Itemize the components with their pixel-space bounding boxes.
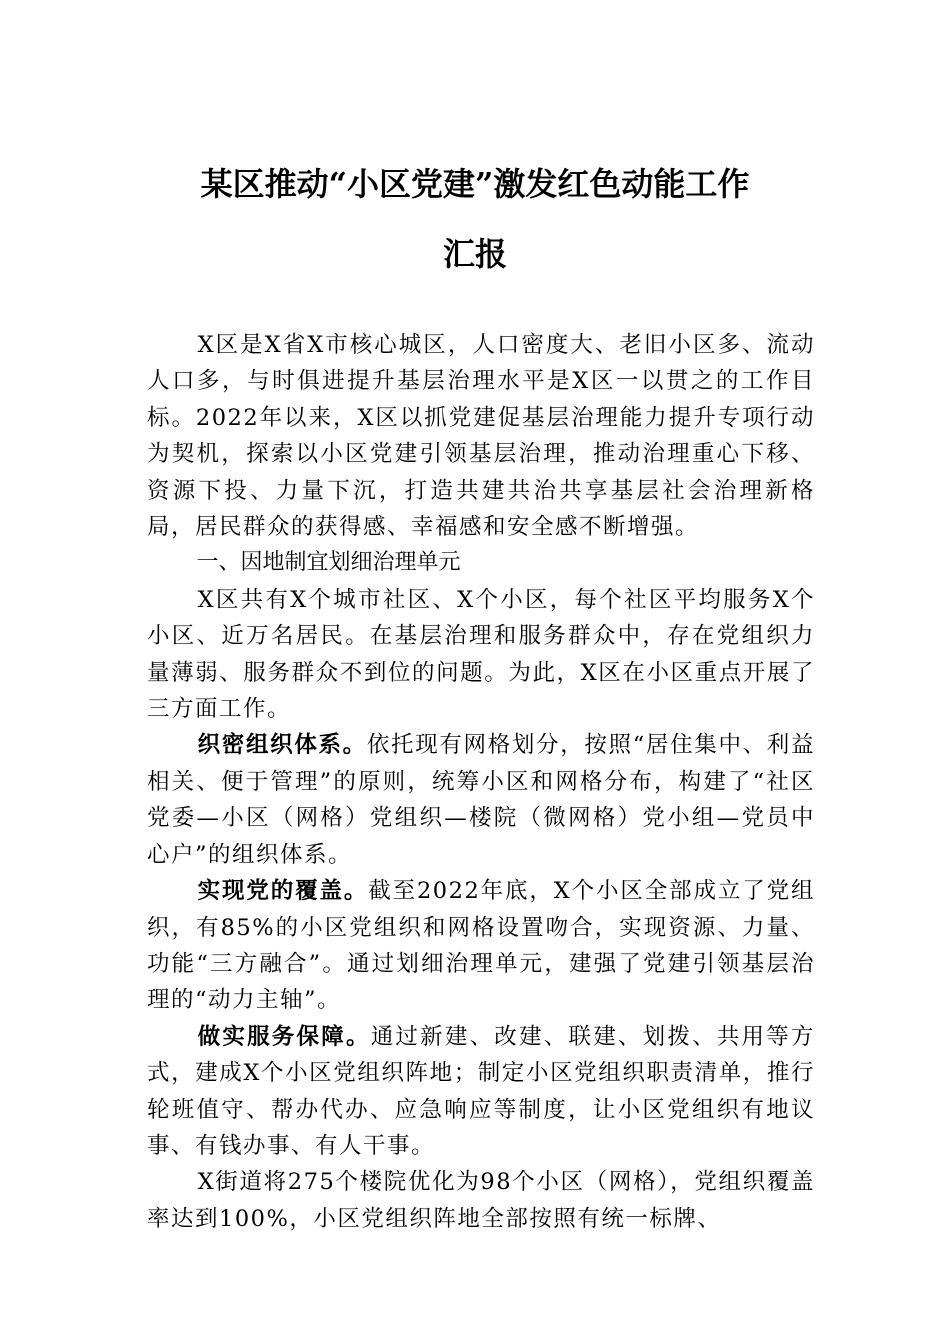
- item-lead-service: 做实服务保障。: [197, 1023, 371, 1050]
- item-text-service: 通过新建、改建、联建、划拨、共用等方式，建成X个小区党组织阵地；制定小区党组织职责清单，推行轮班值守、帮办代办、应急响应等制度，让小区党组织有地议事、有钱办事、有人干事。: [147, 1023, 815, 1159]
- document-title-line1: 某区推动“小区党建”激发红色动能工作: [200, 165, 750, 203]
- item-text-coverage: 截至2022年底，X个小区全部成立了党组织，有85%的小区党组织和网格设置吻合，实现资源、力量、功能“三方融合”。通过划细治理单元，建强了党建引领基层治理的“动力主轴”。: [147, 878, 815, 1014]
- item-lead-coverage: 实现党的覆盖。: [197, 878, 369, 905]
- item-lead-organization: 织密组织体系。: [197, 732, 367, 759]
- item-paragraph-service: [147, 1019, 815, 1165]
- section-paragraph: X区共有X个城市社区、X个小区，每个社区平均服务X个小区、近万名居民。在基层治理和服务群众中，存在党组织力量薄弱、服务群众不到位的问题。为此，X区在小区重点开展了三方面工作。: [147, 586, 815, 723]
- intro-paragraph: X区是X省X市核心城区，人口密度大、老旧小区多、流动人口多，与时俱进提升基层治理水平是X区一以贯之的工作目标。2022年以来，X区以抓党建促基层治理能力提升专项行动为契机，探索以小区党建引领基层治理，推动治理重心下移、资源下投、力量下沉，打造共建共治共享基层社会治理新格局，居民群众的获得感、幸福感和安全感不断增强。: [147, 332, 815, 541]
- item-paragraph-organization: [147, 727, 815, 873]
- section-heading: 一、因地制宜划细治理单元: [196, 550, 461, 576]
- document-body: [147, 327, 815, 1237]
- item-text-organization: 依托现有网格划分，按照“居住集中、利益相关、便于管理”的原则，统筹小区和网格分布，构建了“社区党委—小区（网格）党组织—楼院（微网格）党小组—党员中心户”的组织体系。: [147, 732, 815, 868]
- document-title-line2: 汇报: [442, 235, 507, 273]
- example-paragraph: X街道将275个楼院优化为98个小区（网格），党组织覆盖率达到100%，小区党组织阵地全部按照有统一标牌、: [147, 1169, 815, 1232]
- item-paragraph-coverage: [147, 873, 815, 1019]
